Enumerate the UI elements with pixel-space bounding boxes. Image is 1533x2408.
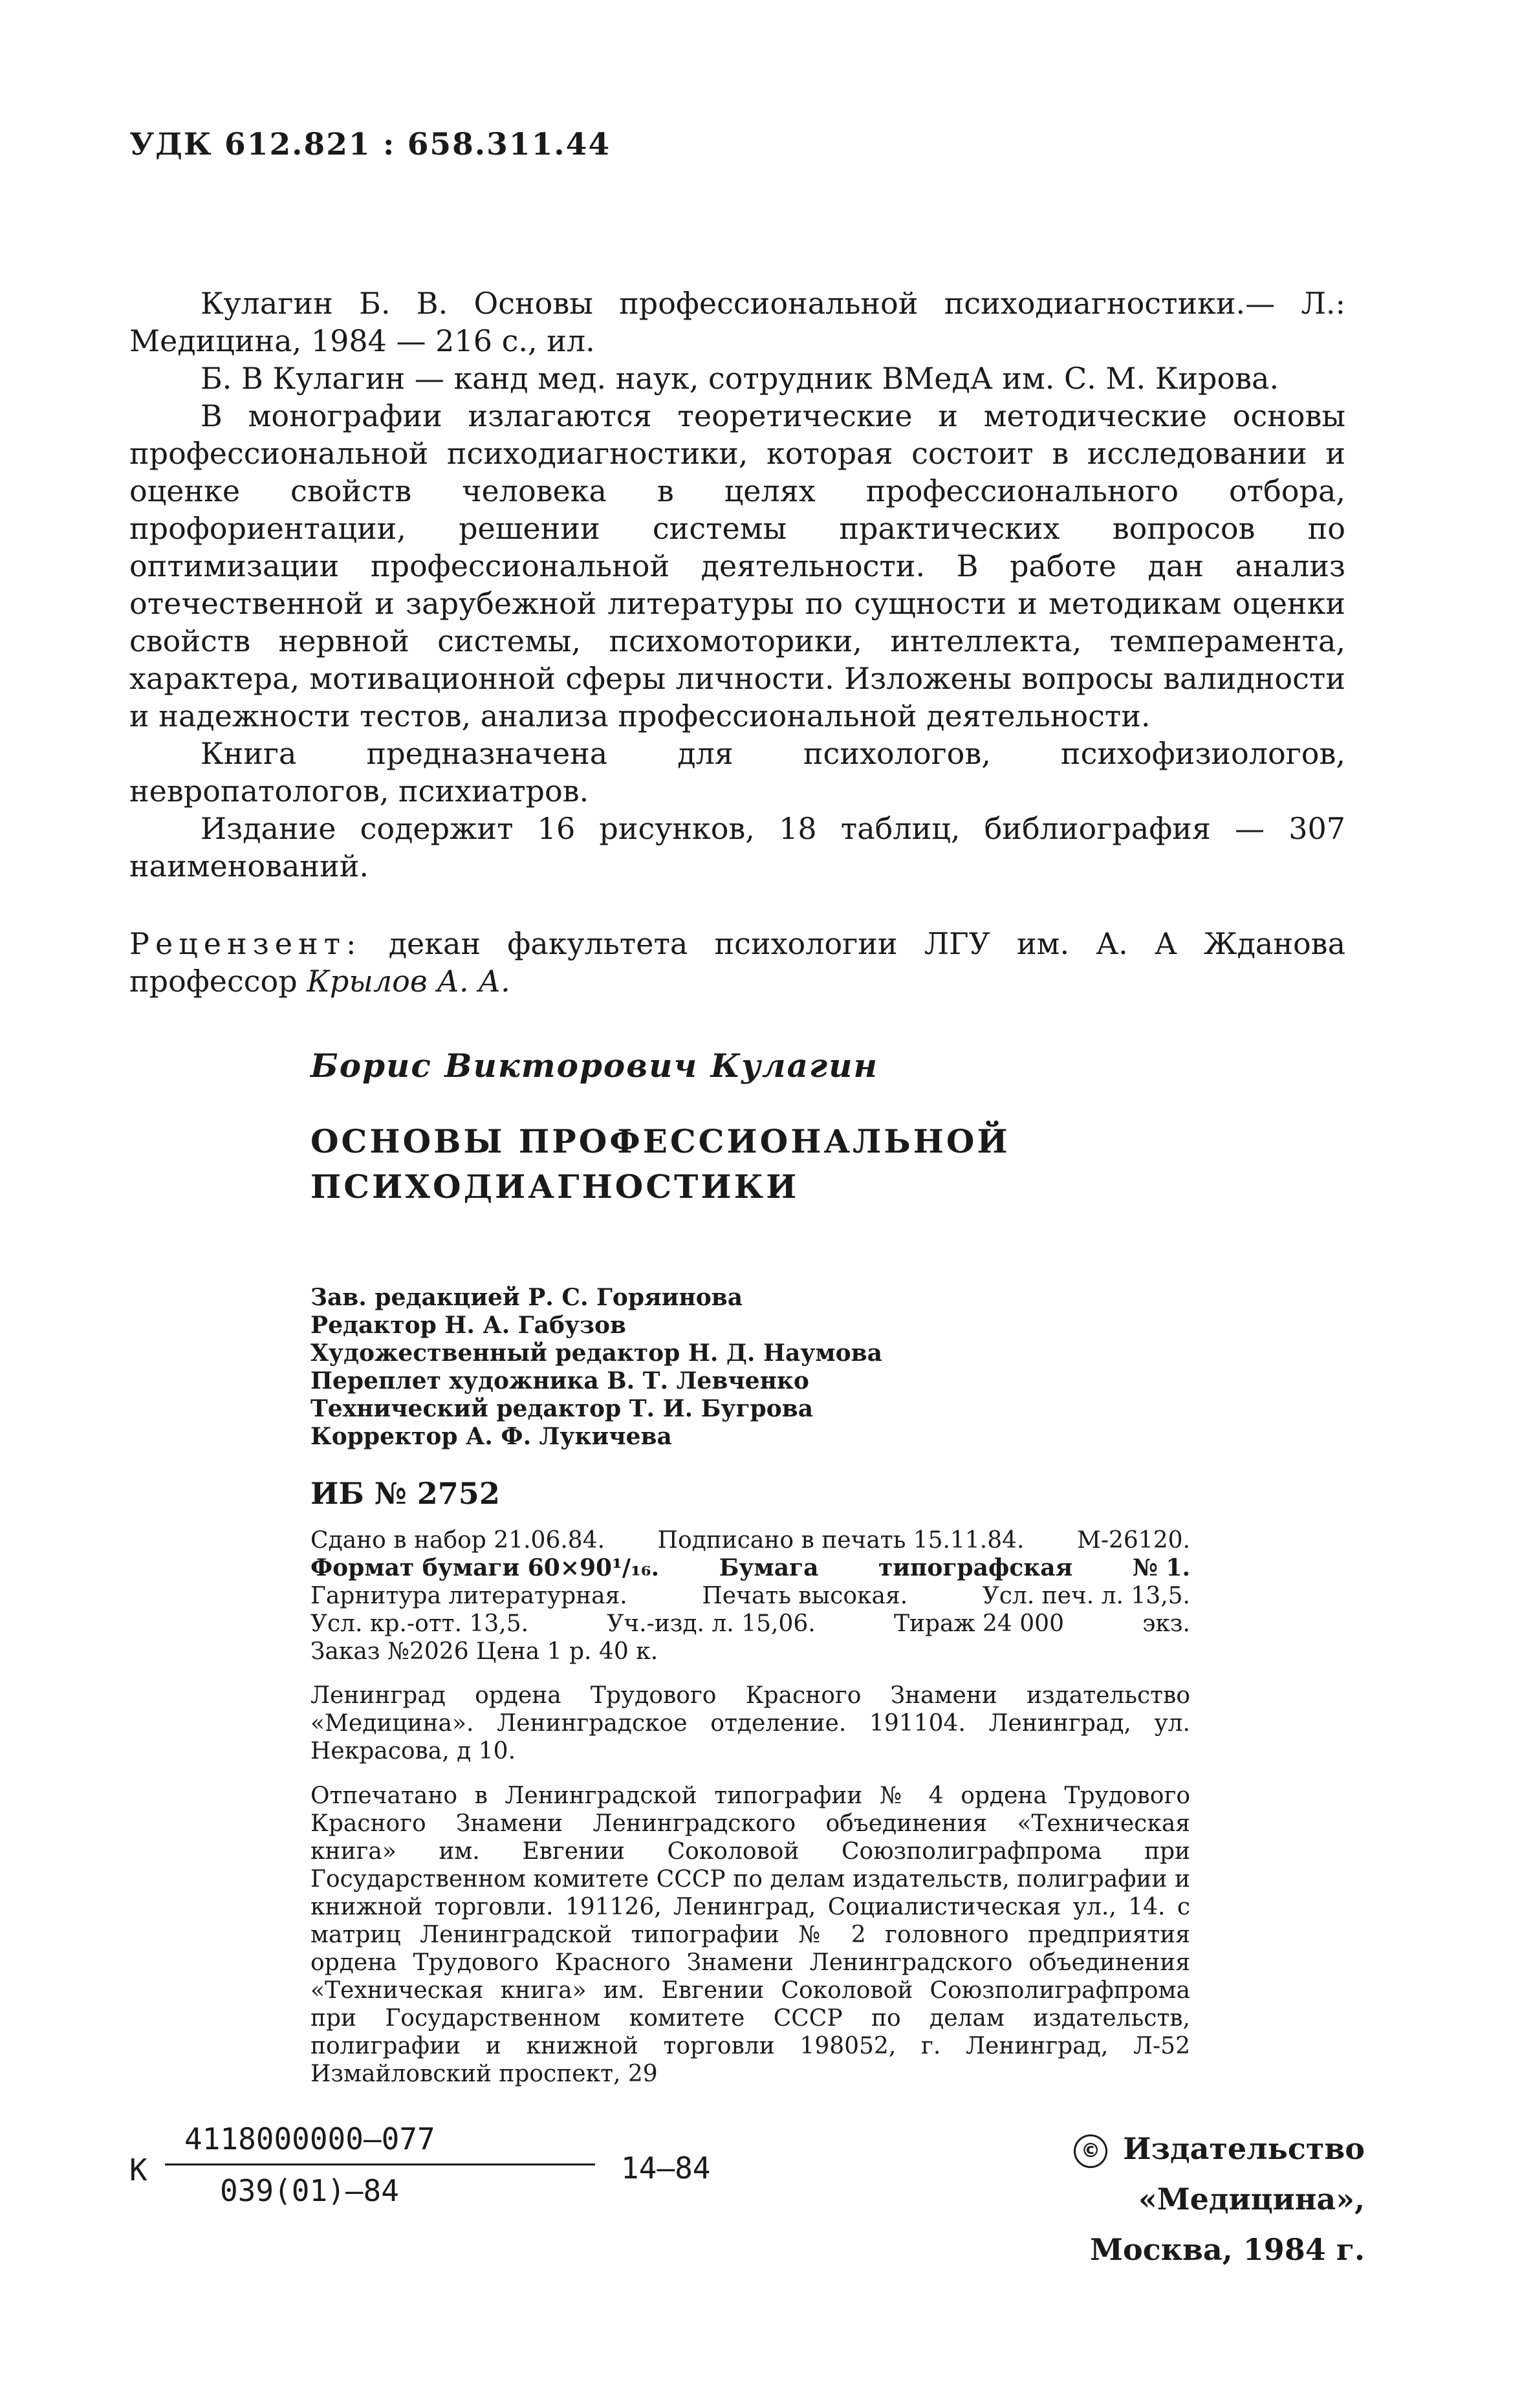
publisher-info: Ленинград ордена Трудового Красного Знамени издательство «Медицина». Ленинградское отделение. 191104. Ленинград, ул. Некрасова, д 10. — [310, 1682, 1190, 1764]
catalog-letter: К — [129, 2153, 147, 2187]
spec-item: М-26120. — [1077, 1527, 1190, 1554]
catalog-suffix: 14—84 — [621, 2151, 711, 2186]
spec-item: Сдано в набор 21.06.84. — [310, 1527, 605, 1554]
spec-item: Тираж 24 000 — [893, 1611, 1064, 1637]
spec-item: Бумага — [719, 1554, 819, 1581]
copyright-publisher: Издательство «Медицина», — [1123, 2131, 1365, 2217]
staff-line: Переплет художника В. Т. Левченко — [310, 1367, 809, 1394]
spec-row — [310, 1610, 1190, 1638]
spec-item: Подписано в печать 15.11.84. — [657, 1527, 1025, 1554]
copyright-icon: © — [1074, 2134, 1107, 2168]
reviewer-block — [129, 925, 1345, 1000]
copyright-line-1 — [867, 2123, 1365, 2224]
staff-line: Художественный редактор Н. Д. Наумова — [310, 1340, 882, 1367]
staff-line: Зав. редакцией Р. С. Горяинова — [310, 1284, 743, 1311]
reviewer-label: Рецензент: — [129, 926, 362, 961]
staff-line: Редактор Н. А. Габузов — [310, 1312, 627, 1339]
spec-item: Усл. кр.-отт. 13,5. — [310, 1611, 529, 1637]
reviewer-name: Крылов А. А. — [307, 964, 510, 999]
spec-row — [310, 1582, 1190, 1610]
staff-line: Технический редактор Т. И. Бугрова — [310, 1395, 814, 1422]
print-specifications — [310, 1526, 1190, 1665]
book-author: Борис Викторович Кулагин — [310, 1047, 878, 1085]
book-title-line-1: ОСНОВЫ ПРОФЕССИОНАЛЬНОЙ — [310, 1122, 1010, 1160]
abstract: В монографии излагаются теоретические и методические основы профессиональной психодиагностики, которая состоит в исследовании и оценке свойств человека в целях профессионального отбора, профориентации, решении системы практических вопросов по оптимизации профессиональной деятельности. В работе дан анализ отечественной и зарубежной литературы по сущности и методикам оценки свойств нервной системы, психомоторики, интеллекта, темперамента, характера, мотивационной сферы личности. Изложены вопросы валидности и надежности тестов, анализа профессиональной деятельности. — [129, 398, 1345, 733]
book-title-line-2: ПСИХОДИАГНОСТИКИ — [310, 1167, 799, 1206]
staff-line: Корректор А. Ф. Лукичева — [310, 1423, 672, 1450]
udk-code: УДК 612.821 : 658.311.44 — [129, 127, 611, 162]
citation: Кулагин Б. В. Основы профессиональной психодиагностики.— Л.: Медицина, 1984 — 216 с., ил. — [129, 286, 1345, 358]
contents-note: Издание содержит 16 рисунков, 18 таблиц, библиография — 307 наименований. — [129, 811, 1345, 884]
bibliographic-annotation — [129, 285, 1345, 885]
printer-info: Отпечатано в Ленинградской типографии № 4 ордена Трудового Красного Знамени Ленинградского объединения «Техническая книга» им. Евгении Соколовой Союзполиграфпрома при Государственном комитете СССР по делам издательств, полиграфии и книжной торговли. 191126, Ленинград, Социалистическая ул., 14. с матриц Ленинградской типографии № 2 головного предприятия ордена Трудового Красного Знамени Ленинградского объединения «Техническая книга» им. Евгении Соколовой Союзполиграфпрома при Государственном комитете СССР по делам издательств, полиграфии и книжной торговли 198052, г. Ленинград, Л-52 Измайловский проспект, 29 — [310, 1783, 1190, 2087]
reviewer-text: декан факультета психологии ЛГУ им. А. А Жданова профессор — [129, 926, 1345, 999]
editorial-staff — [310, 1284, 882, 1451]
ib-number: ИБ № 2752 — [310, 1476, 500, 1511]
copyright-block — [867, 2123, 1365, 2275]
spec-item: Усл. печ. л. 13,5. — [982, 1583, 1190, 1609]
copyright-line-2: Москва, 1984 г. — [1090, 2232, 1365, 2267]
spec-item: Уч.-изд. л. 15,06. — [607, 1611, 816, 1637]
book-title — [310, 1119, 1010, 1209]
catalog-denominator: 039(01)—84 — [220, 2173, 399, 2208]
catalog-numerator: 4118000000—077 — [184, 2121, 435, 2156]
spec-item: Печать высокая. — [702, 1583, 908, 1609]
spec-row — [310, 1526, 1190, 1554]
spec-item: Формат бумаги 60×90¹/₁₆. — [310, 1554, 660, 1581]
author-note: Б. В Кулагин — канд мед. наук, сотрудник ВМедА им. С. М. Кирова. — [201, 361, 1279, 396]
audience-note: Книга предназначена для психологов, психофизиологов, невропатологов, психиатров. — [129, 736, 1345, 808]
fraction-line — [165, 2164, 595, 2165]
order-price: Заказ №2026 Цена 1 р. 40 к. — [310, 1638, 658, 1665]
spec-item: типографская — [878, 1554, 1073, 1581]
spec-item: Гарнитура литературная. — [310, 1583, 627, 1609]
spec-item: № 1. — [1132, 1554, 1190, 1581]
spec-row — [310, 1554, 1190, 1582]
spec-item: экз. — [1142, 1611, 1190, 1637]
